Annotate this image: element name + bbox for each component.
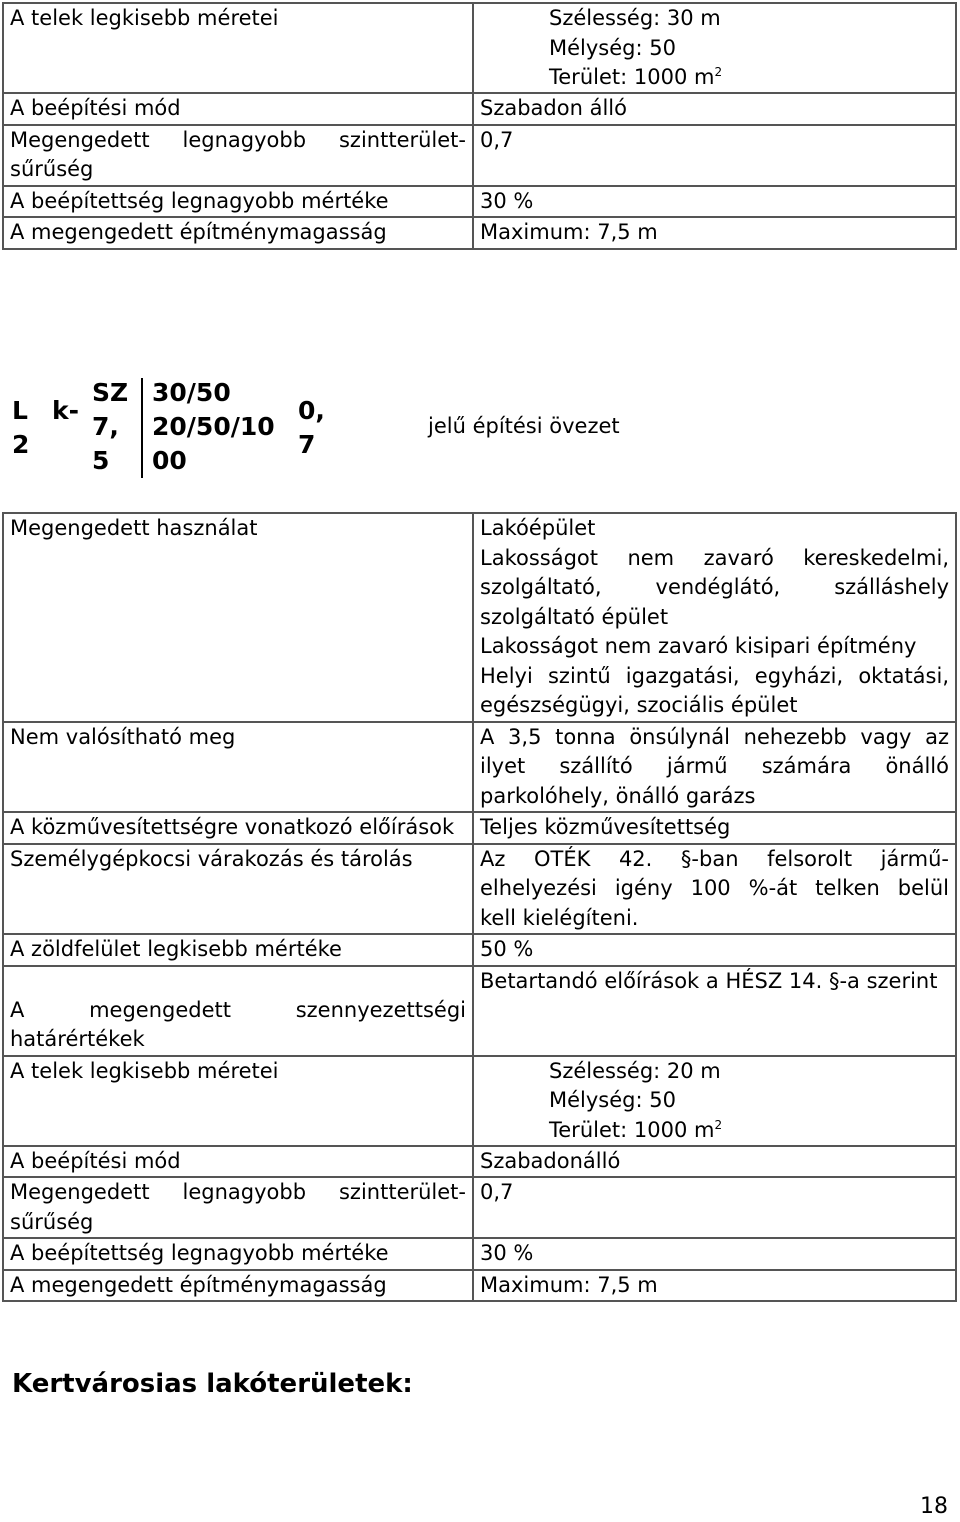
row-label: A zöldfelület legkisebb mértéke	[4, 935, 474, 965]
row-value	[474, 1057, 955, 1145]
row-label: A közművesítettségre vonatkozó előírások	[4, 813, 474, 843]
row-label: A beépítési mód	[4, 1147, 474, 1177]
zone-code-divider	[141, 378, 143, 478]
table-row	[4, 124, 955, 185]
row-value: A 3,5 tonna önsúlynál nehezebb vagy az ilyet szállító jármű számára önálló parkolóhely, önálló garázs	[480, 724, 949, 808]
table-row	[4, 514, 955, 721]
table-row	[4, 92, 955, 124]
row-value: Az OTÉK 42. §-ban felsorolt jármű- elhelyezési igény 100 %-át telken belül kell kielégíteni.	[480, 846, 949, 930]
table-row	[4, 1269, 955, 1301]
plot-width: Szélesség: 20 m	[549, 1058, 721, 1083]
row-label: A telek legkisebb méretei	[4, 4, 474, 92]
row-label: A megengedett építménymagasság	[4, 218, 474, 248]
row-label: A beépítési mód	[4, 94, 474, 124]
row-label: A telek legkisebb méretei	[4, 1057, 474, 1145]
plot-area: Terület: 1000 $m^2$	[549, 65, 723, 89]
row-value: Maximum: 7,5 m	[480, 1272, 658, 1297]
plot-depth: Mélység: 50	[549, 35, 676, 60]
table-row	[4, 1055, 955, 1145]
table-row	[4, 4, 955, 92]
table-row	[4, 1145, 955, 1177]
table-row	[4, 185, 955, 217]
table-row	[4, 216, 955, 248]
zone-code-mode: SZ	[92, 378, 129, 407]
row-label: A megengedett szennyezettségi határértékek	[4, 967, 474, 1055]
row-value: 50 %	[480, 937, 534, 961]
use-item: Lakosságot nem zavaró kisipari építmény	[480, 634, 917, 658]
row-value: Maximum: 7,5 m	[480, 220, 658, 244]
row-label: A megengedett építménymagasság	[4, 1271, 474, 1301]
plot-area: Terület: 1000 $m^2$	[549, 1117, 723, 1142]
row-value	[474, 4, 955, 92]
table-row	[4, 1237, 955, 1269]
plot-width: Szélesség: 30 m	[549, 6, 721, 30]
row-label: Megengedett legnagyobb szintterület- sűrűség	[4, 126, 474, 185]
zone-code-suffix: jelű építési övezet	[428, 414, 620, 438]
main-regulation-table	[2, 512, 957, 1302]
row-label: Megengedett használat	[4, 514, 474, 721]
row-value: 30 %	[480, 188, 534, 213]
table-row	[4, 721, 955, 812]
row-value: Teljes közművesítettség	[480, 815, 731, 839]
use-item: Helyi szintű igazgatási, egyházi, oktatási, egészségügyi, szociális épület	[480, 663, 949, 717]
zone-code-plot-b: 20/50/10	[152, 412, 275, 441]
table-row	[4, 1176, 955, 1237]
use-item: Lakosságot nem zavaró kereskedelmi, szolgáltató, vendéglátó, szálláshely szolgáltató épület	[480, 545, 949, 629]
row-value: Szabadon álló	[480, 96, 627, 120]
row-value: 30 %	[480, 1241, 534, 1265]
table-row	[4, 965, 955, 1055]
zone-code-letter: L	[12, 396, 28, 425]
zone-code-height-a: 7,	[92, 412, 119, 441]
row-value: Szabadonálló	[480, 1148, 621, 1173]
table-row	[4, 843, 955, 934]
row-label: A beépítettség legnagyobb mértéke	[4, 1239, 474, 1269]
zone-code-plot-c: 00	[152, 446, 187, 475]
section-heading: Kertvárosias lakóterületek:	[12, 1369, 413, 1399]
zone-code-plot-a: 30/50	[152, 378, 231, 407]
top-regulation-table	[2, 2, 957, 250]
row-value: Betartandó előírások a HÉSZ 14. §-a szerint	[480, 968, 938, 993]
table-row	[4, 811, 955, 843]
row-label: Megengedett legnagyobb szintterület- sűrűség	[4, 1178, 474, 1237]
plot-depth: Mélység: 50	[549, 1088, 676, 1112]
row-value	[474, 514, 955, 721]
zone-code-far-a: 0,	[298, 396, 325, 425]
row-label: A beépítettség legnagyobb mértéke	[4, 187, 474, 217]
zone-code-type: k-	[52, 396, 80, 425]
zone-code-far-b: 7	[298, 430, 316, 459]
row-label: Személygépkocsi várakozás és tárolás	[4, 845, 474, 934]
row-label: Nem valósítható meg	[4, 723, 474, 812]
row-value: 0,7	[480, 127, 514, 152]
row-value: 0,7	[480, 1180, 514, 1204]
use-item: Lakóépület	[480, 516, 596, 540]
zone-code-height-b: 5	[92, 446, 110, 475]
table-row	[4, 933, 955, 965]
zone-code-number: 2	[12, 430, 30, 459]
page-number: 18	[920, 1494, 948, 1519]
